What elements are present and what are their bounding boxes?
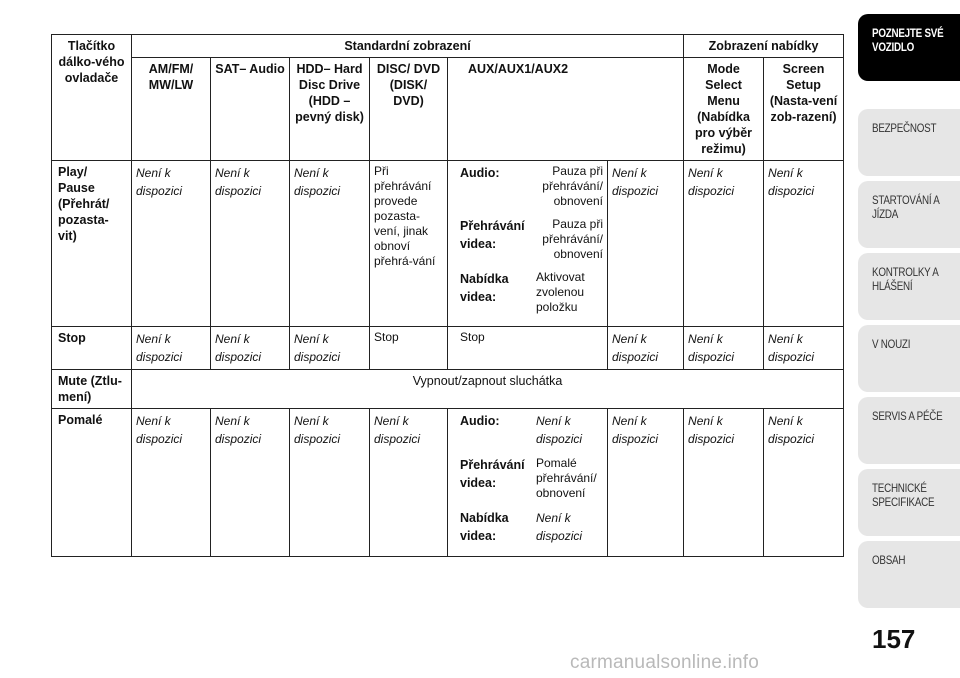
tab-label: TECHNICKÉ SPECIFIKACE bbox=[872, 481, 935, 509]
page-number: 157 bbox=[872, 624, 916, 654]
cell-na: Není k dispozici bbox=[290, 327, 370, 370]
header-sat: SAT– Audio bbox=[211, 58, 290, 161]
tab-label: STARTOVÁNÍ A JÍZDA bbox=[872, 193, 940, 221]
tab-label: BEZPEČNOST bbox=[872, 121, 937, 135]
aux-value: Pauza při přehrávání/ obnovení bbox=[542, 217, 603, 261]
cell-na: Není k dispozici bbox=[370, 409, 448, 557]
tab-emergency[interactable] bbox=[858, 325, 960, 392]
aux-value: Není k dispozici bbox=[536, 511, 583, 543]
row-label: Mute (Ztlu-mení) bbox=[52, 370, 132, 409]
tab-label: OBSAH bbox=[872, 553, 906, 567]
cell-disc: Při přehrávání provede pozasta-vení, jinak obnoví přehrá-vání bbox=[370, 161, 448, 327]
tab-label: POZNEJTE SVÉ VOZIDLO bbox=[872, 26, 944, 54]
cell-na: Není k dispozici bbox=[764, 409, 844, 557]
tab-starting-driving[interactable] bbox=[858, 181, 960, 248]
tab-contents[interactable] bbox=[858, 541, 960, 608]
cell-na: Není k dispozici bbox=[684, 327, 764, 370]
header-mode: Mode Select Menu (Nabídka pro výběr režimu) bbox=[684, 58, 764, 161]
header-screen: Screen Setup (Nasta-vení zob-razení) bbox=[764, 58, 844, 161]
tab-safety[interactable] bbox=[858, 109, 960, 176]
aux-key: Přehrávání videa: bbox=[460, 458, 525, 490]
cell-disc: Stop bbox=[370, 327, 448, 370]
aux-key: Nabídka videa: bbox=[460, 272, 509, 304]
header-am: AM/FM/ MW/LW bbox=[132, 58, 211, 161]
header-aux: AUX/AUX1/AUX2 bbox=[448, 58, 684, 161]
row-label: Stop bbox=[52, 327, 132, 370]
header-disc: DISC/ DVD (DISK/ DVD) bbox=[370, 58, 448, 161]
cell-mute-value: Vypnout/zapnout sluchátka bbox=[132, 370, 844, 409]
cell-na: Není k dispozici bbox=[684, 161, 764, 327]
cell-na: Není k dispozici bbox=[132, 327, 211, 370]
table-row-play bbox=[52, 161, 844, 327]
watermark: carmanualsonline.info bbox=[570, 652, 760, 673]
row-label: Play/ Pause (Přehrát/ pozasta-vit) bbox=[52, 161, 132, 327]
cell-na: Není k dispozici bbox=[608, 327, 684, 370]
aux-key: Audio: bbox=[460, 166, 500, 180]
cell-na: Není k dispozici bbox=[608, 161, 684, 327]
tab-technical-specs[interactable] bbox=[858, 469, 960, 536]
cell-na: Není k dispozici bbox=[132, 161, 211, 327]
tab-label: V NOUZI bbox=[872, 337, 911, 351]
cell-na: Není k dispozici bbox=[132, 409, 211, 557]
tab-service-care[interactable] bbox=[858, 397, 960, 464]
tab-know-your-vehicle[interactable] bbox=[858, 14, 960, 81]
aux-key: Audio: bbox=[460, 414, 500, 428]
header-menu: Zobrazení nabídky bbox=[684, 35, 844, 58]
cell-na: Není k dispozici bbox=[764, 161, 844, 327]
cell-na: Není k dispozici bbox=[211, 409, 290, 557]
aux-value: Aktivovat zvolenou položku bbox=[536, 270, 585, 314]
remote-functions-table bbox=[51, 34, 844, 557]
header-hdd: HDD– Hard Disc Drive (HDD – pevný disk) bbox=[290, 58, 370, 161]
aux-value: Pauza při přehrávání/ obnovení bbox=[542, 164, 603, 208]
cell-na: Není k dispozici bbox=[764, 327, 844, 370]
table-row-slow bbox=[52, 409, 844, 557]
tab-label: SERVIS A PÉČE bbox=[872, 409, 943, 423]
header-standard: Standardní zobrazení bbox=[132, 35, 684, 58]
cell-aux bbox=[448, 161, 608, 327]
aux-value: Není k dispozici bbox=[536, 414, 583, 446]
tab-label: KONTROLKY A HLÁŠENÍ bbox=[872, 265, 939, 293]
cell-aux bbox=[448, 409, 608, 557]
aux-key: Nabídka videa: bbox=[460, 511, 509, 543]
cell-na: Není k dispozici bbox=[608, 409, 684, 557]
cell-na: Není k dispozici bbox=[684, 409, 764, 557]
cell-na: Není k dispozici bbox=[290, 161, 370, 327]
tab-warning-lights[interactable] bbox=[858, 253, 960, 320]
aux-key: Přehrávání videa: bbox=[460, 219, 525, 251]
table-row-stop bbox=[52, 327, 844, 370]
chapter-tabs bbox=[858, 0, 960, 678]
aux-value: Pomalé přehrávání/ obnovení bbox=[536, 456, 597, 500]
table-row-mute bbox=[52, 370, 844, 409]
cell-aux: Stop bbox=[448, 327, 608, 370]
cell-na: Není k dispozici bbox=[211, 161, 290, 327]
header-button: Tlačítko dálko-vého ovladače bbox=[52, 35, 132, 161]
cell-na: Není k dispozici bbox=[290, 409, 370, 557]
row-label: Pomalé bbox=[52, 409, 132, 557]
cell-na: Není k dispozici bbox=[211, 327, 290, 370]
